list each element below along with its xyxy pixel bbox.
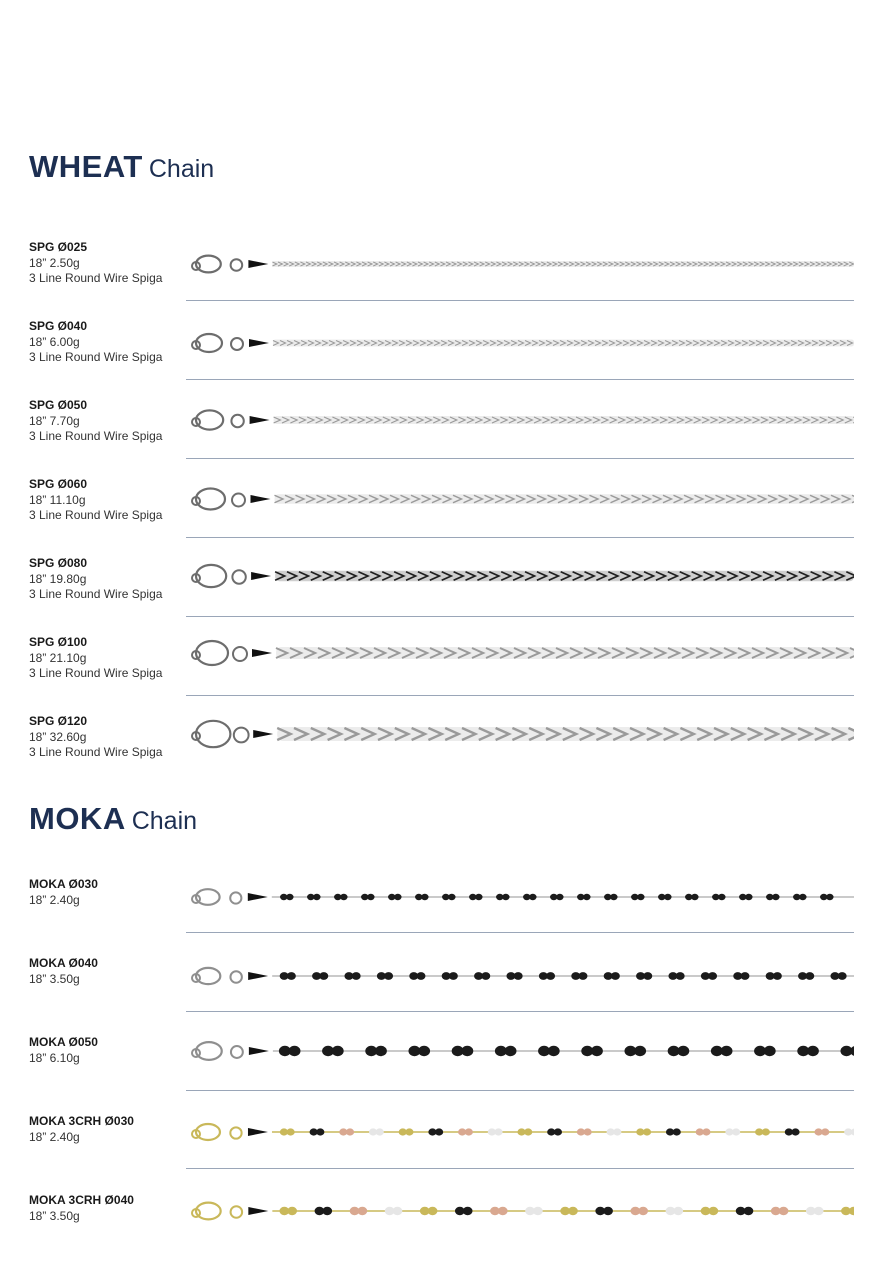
- product-label: [29, 477, 189, 524]
- product-spec: 18” 19.80g: [29, 571, 87, 586]
- row-divider: [186, 537, 854, 538]
- product-label: [29, 1114, 189, 1145]
- wheat-title: WHEAT: [29, 149, 143, 184]
- product-desc: 3 Line Round Wire Spiga: [29, 350, 163, 364]
- row-divider: [186, 379, 854, 380]
- row-divider: [186, 458, 854, 459]
- chain-image: [184, 242, 854, 286]
- product-label: [29, 714, 189, 761]
- chain-image: [184, 712, 854, 756]
- product-code: SPG Ø040: [29, 319, 88, 333]
- product-spec: 18” 32.60g: [29, 729, 87, 744]
- product-desc: 3 Line Round Wire Spiga: [29, 271, 163, 285]
- moka-section-title: [29, 800, 197, 837]
- chain-image: [184, 1187, 854, 1231]
- product-spec: 18” 3.50g: [29, 971, 80, 986]
- product-code: MOKA Ø040: [29, 956, 98, 970]
- product-code: MOKA 3CRH Ø040: [29, 1193, 134, 1207]
- product-code: SPG Ø050: [29, 398, 88, 412]
- chain-image: [184, 631, 854, 675]
- row-divider: [186, 1168, 854, 1169]
- product-spec: 18” 6.10g: [29, 1050, 80, 1065]
- product-label: [29, 240, 189, 287]
- chain-image: [184, 873, 854, 917]
- product-spec: 18” 6.00g: [29, 334, 80, 349]
- product-code: MOKA 3CRH Ø030: [29, 1114, 134, 1128]
- chain-image: [184, 398, 854, 442]
- moka-title: MOKA: [29, 801, 126, 836]
- product-code: SPG Ø120: [29, 714, 88, 728]
- product-code: SPG Ø025: [29, 240, 88, 254]
- product-label: [29, 1035, 189, 1066]
- product-spec: 18” 21.10g: [29, 650, 87, 665]
- wheat-section-title: [29, 148, 214, 185]
- product-code: MOKA Ø030: [29, 877, 98, 891]
- row-divider: [186, 616, 854, 617]
- product-desc: 3 Line Round Wire Spiga: [29, 508, 163, 522]
- chain-image: [184, 477, 854, 521]
- chain-image: [184, 321, 854, 365]
- chain-image: [184, 554, 854, 598]
- product-code: MOKA Ø050: [29, 1035, 98, 1049]
- product-desc: 3 Line Round Wire Spiga: [29, 745, 163, 759]
- product-code: SPG Ø080: [29, 556, 88, 570]
- product-label: [29, 956, 189, 987]
- product-desc: 3 Line Round Wire Spiga: [29, 587, 163, 601]
- product-desc: 3 Line Round Wire Spiga: [29, 429, 163, 443]
- product-label: [29, 635, 189, 682]
- product-label: [29, 398, 189, 445]
- product-label: [29, 319, 189, 366]
- product-spec: 18” 3.50g: [29, 1208, 80, 1223]
- wheat-subtitle: Chain: [148, 155, 215, 183]
- chain-image: [184, 952, 854, 996]
- chain-image: [184, 1027, 854, 1071]
- chain-image: [184, 1108, 854, 1152]
- row-divider: [186, 932, 854, 933]
- product-code: SPG Ø060: [29, 477, 88, 491]
- moka-subtitle: Chain: [131, 807, 198, 835]
- product-code: SPG Ø100: [29, 635, 88, 649]
- product-desc: 3 Line Round Wire Spiga: [29, 666, 163, 680]
- product-spec: 18” 2.50g: [29, 255, 80, 270]
- product-spec: 18” 2.40g: [29, 892, 80, 907]
- row-divider: [186, 1090, 854, 1091]
- product-spec: 18” 11.10g: [29, 492, 86, 507]
- product-spec: 18” 2.40g: [29, 1129, 80, 1144]
- row-divider: [186, 695, 854, 696]
- product-label: [29, 556, 189, 603]
- row-divider: [186, 300, 854, 301]
- product-label: [29, 877, 189, 908]
- product-label: [29, 1193, 189, 1224]
- product-spec: 18” 7.70g: [29, 413, 80, 428]
- row-divider: [186, 1011, 854, 1012]
